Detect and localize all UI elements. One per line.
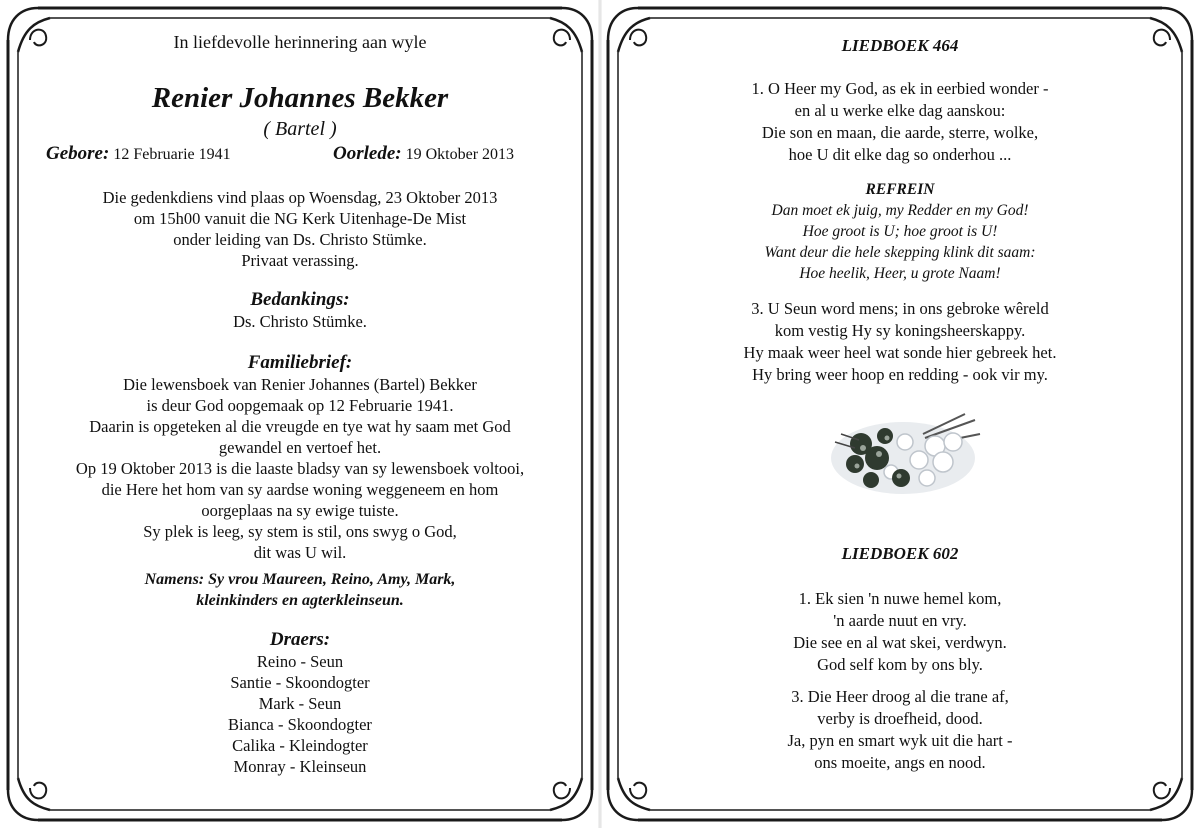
song1-verse3 [600, 298, 1200, 386]
verse-line: kom vestig Hy sy koningsheerskappy. [774, 321, 1026, 340]
verse-line: ons moeite, angs en nood. [814, 753, 986, 772]
verse-line: en al u werke elke dag aanskou: [794, 101, 1006, 120]
verse-line: 'n aarde nuut en vry. [833, 611, 967, 630]
verse-line: God self kom by ons bly. [817, 655, 983, 674]
bearer-item: Mark - Seun [258, 694, 342, 713]
thanks-text: Ds. Christo Stümke. [233, 312, 367, 331]
verse-line: Die see en al wat skei, verdwyn. [793, 633, 1007, 652]
letter-line: Daarin is opgeteken al die vreugde en tye wat hy saam met God [89, 417, 511, 436]
refrain-line: Dan moet ek juig, my Redder en my God! [771, 202, 1029, 219]
letter-line: Die lewensboek van Renier Johannes (Bartel) Bekker [123, 375, 477, 394]
refrain-line: Hoe groot is U; hoe groot is U! [802, 223, 998, 240]
deceased-nickname: ( Bartel ) [263, 118, 337, 140]
verse-line: Hy maak weer heel wat sonde hier gebreek het. [743, 343, 1057, 362]
song1-title: LIEDBOEK 464 [841, 36, 959, 55]
letter-line: die Here het hom van sy aardse woning weggeneem en hom [101, 480, 499, 499]
letter-line: Sy plek is leeg, sy stem is stil, ons swyg o God, [143, 522, 457, 541]
letter-line: Op 19 Oktober 2013 is die laaste bladsy van sy lewensboek voltooi, [75, 459, 525, 478]
song2-title: LIEDBOEK 602 [841, 544, 959, 563]
service-line: onder leiding van Ds. Christo Stümke. [173, 230, 427, 249]
deceased-name: Renier Johannes Bekker [151, 82, 449, 114]
letter-line: is deur God oopgemaak op 12 Februarie 1941. [146, 396, 454, 415]
verse-line: Hy bring weer hoop en redding - ook vir my. [752, 365, 1048, 384]
verse-line: 1. Ek sien 'n nuwe hemel kom, [798, 589, 1002, 608]
refrain-heading: REFREIN [865, 181, 935, 198]
service-line: Privaat verassing. [241, 251, 359, 270]
bearer-item: Bianca - Skoondogter [228, 715, 372, 734]
bearers-heading: Draers: [269, 629, 331, 650]
verse-line: Die son en maan, die aarde, sterre, wolke, [761, 123, 1039, 142]
bearers-list [0, 651, 600, 777]
died-date: 19 Oktober 2013 [405, 146, 515, 163]
song1-verse1 [600, 78, 1200, 166]
family-names [0, 569, 600, 611]
intro-text: In liefdevolle herinnering aan wyle [173, 32, 427, 52]
born-date: 12 Februarie 1941 [113, 146, 231, 163]
family-line: kleinkinders en agterkleinseun. [196, 592, 404, 609]
letter-heading: Familiebrief: [247, 352, 353, 373]
letter-line: oorgeplaas na sy ewige tuiste. [201, 501, 399, 520]
verse-line: 3. Die Heer droog al die trane af, [791, 687, 1009, 706]
family-letter [0, 374, 600, 563]
bearer-item: Reino - Seun [256, 652, 344, 671]
death-info [333, 143, 514, 165]
song2-verse3 [600, 686, 1200, 774]
verse-line: 1. O Heer my God, as ek in eerbied wonder - [751, 79, 1049, 98]
verse-line: verby is droefheid, dood. [817, 709, 983, 728]
bearer-item: Calika - Kleindogter [232, 736, 368, 755]
verse-line: Ja, pyn en smart wyk uit die hart - [787, 731, 1013, 750]
born-label: Gebore: [46, 143, 110, 164]
refrain-text [600, 200, 1200, 284]
song2-verse1 [600, 588, 1200, 676]
bearer-item: Monray - Kleinseun [233, 757, 367, 776]
service-details [0, 187, 600, 271]
family-line: Namens: Sy vrou Maureen, Reino, Amy, Mark, [144, 571, 456, 588]
flower-bouquet-icon [815, 408, 985, 503]
letter-line: gewandel en vertoef het. [218, 438, 382, 457]
service-line: om 15h00 vanuit die NG Kerk Uitenhage-De Mist [133, 209, 467, 228]
refrain-line: Want deur die hele skepping klink dit saam: [764, 244, 1036, 261]
refrain-line: Hoe heelik, Heer, u grote Naam! [799, 265, 1001, 282]
letter-line: dit was U wil. [253, 543, 347, 562]
right-page [600, 0, 1200, 828]
thanks-heading: Bedankings: [250, 289, 350, 310]
died-label: Oorlede: [333, 143, 402, 164]
verse-line: 3. U Seun word mens; in ons gebroke wêreld [751, 299, 1049, 318]
birth-info [46, 143, 231, 165]
bearer-item: Santie - Skoondogter [230, 673, 370, 692]
verse-line: hoe U dit elke dag so onderhou ... [788, 145, 1012, 164]
service-line: Die gedenkdiens vind plaas op Woensdag, 23 Oktober 2013 [102, 188, 498, 207]
